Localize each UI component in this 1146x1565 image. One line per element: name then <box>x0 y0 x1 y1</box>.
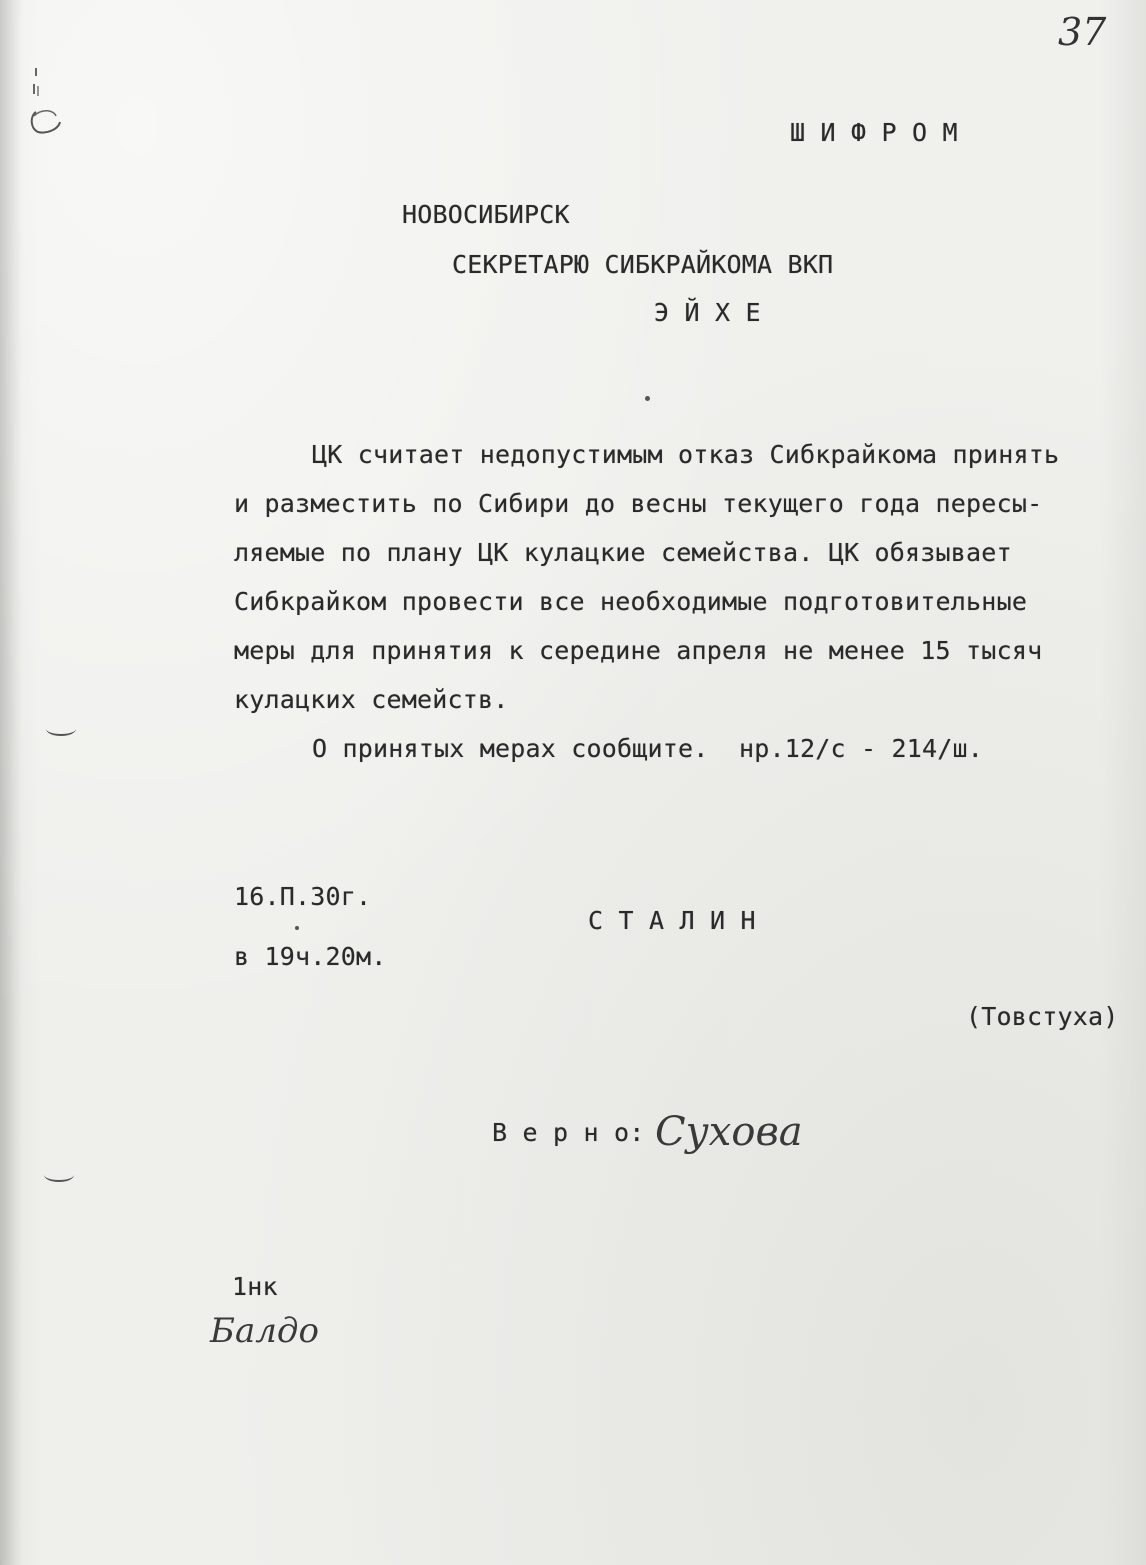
body-line: ляемые по плану ЦК кулацкие семейства. ЦК обязывает <box>234 538 1012 567</box>
punch-hole-mark <box>44 1168 74 1182</box>
body-line: ЦК считает недопустимым отказ Сибкрайкома принять <box>312 440 1060 469</box>
ink-speck <box>645 396 650 401</box>
body-line: кулацких семейств. <box>234 685 509 714</box>
secretary-name: (Товстуха) <box>966 1002 1119 1031</box>
body-line: меры для принятия к середине апреля не менее 15 тысяч <box>234 636 1043 665</box>
addressee-name: Э Й Х Е <box>654 298 761 327</box>
punch-hole-mark <box>46 722 76 736</box>
closing-line: О принятых мерах сообщите. нр.12/с - 214/ш. <box>312 734 984 763</box>
certified-signature: Сухова <box>655 1109 803 1155</box>
addressee-title: СЕКРЕТАРЮ СИБКРАЙКОМА ВКП <box>452 250 834 279</box>
destination-city: НОВОСИБИРСК <box>402 200 570 229</box>
page-number: 37 <box>1058 10 1107 54</box>
classification-label: Ш И Ф Р О М <box>790 118 958 147</box>
initials-signature: Балдо <box>210 1311 319 1351</box>
date: 16.П.30г. <box>234 882 372 911</box>
signatory-name: С Т А Л И Н <box>588 906 756 935</box>
time: в 19ч.20м. <box>234 942 387 971</box>
body-line: и разместить по Сибири до весны текущего года пересы- <box>234 489 1043 518</box>
margin-pencil-mark <box>28 64 68 154</box>
copies-note: 1нк <box>232 1272 278 1301</box>
certified-label: В е р н о: <box>492 1118 645 1147</box>
ink-speck <box>295 926 299 930</box>
scan-edge-shadow <box>0 0 22 1565</box>
body-line: Сибкрайком провести все необходимые подготовительные <box>234 587 1028 616</box>
